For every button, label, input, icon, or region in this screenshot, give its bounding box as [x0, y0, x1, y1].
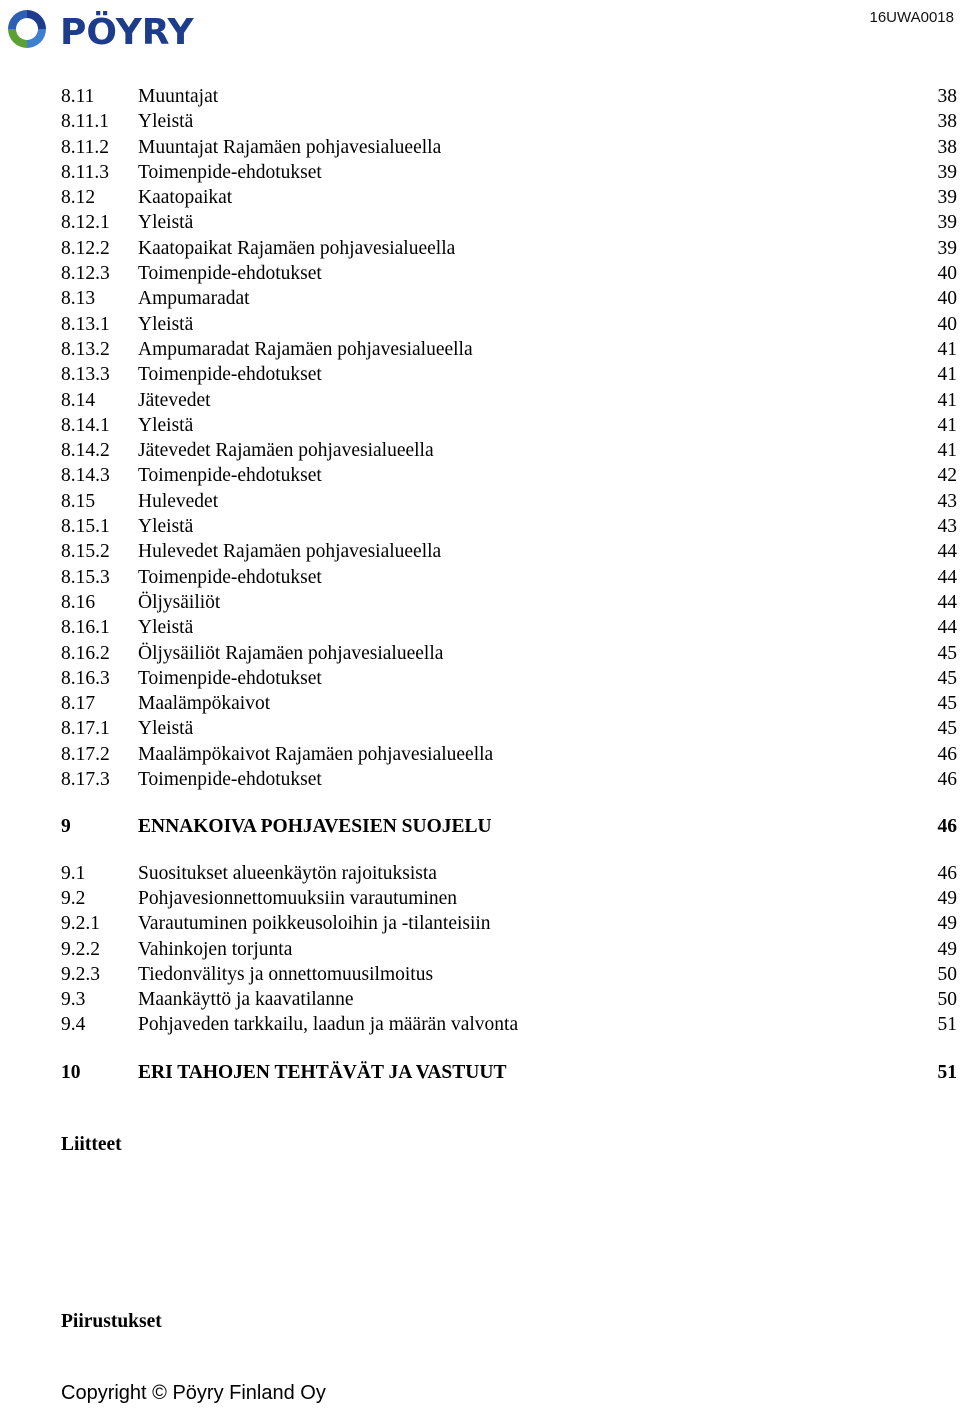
- toc-entry-title: Jätevedet: [138, 389, 211, 411]
- toc-entry-title: Yleistä: [138, 617, 194, 639]
- toc-entry-title: Ampumaradat: [138, 288, 250, 310]
- toc-entry-number: 9.2: [61, 887, 86, 909]
- toc-entry-title: Pohjaveden tarkkailu, laadun ja määrän valvonta: [138, 1014, 519, 1036]
- toc-entry-page: 44: [937, 541, 957, 563]
- toc-entry-page: 43: [937, 490, 957, 512]
- toc-entry-number: 8.13: [61, 288, 96, 310]
- toc-entry-page: 43: [937, 516, 957, 538]
- toc-entry-number: 9.2.1: [61, 913, 100, 935]
- toc-entry-number: 8.14.3: [61, 465, 110, 487]
- toc-entry-number: 8.11.2: [61, 136, 110, 158]
- toc-entry-title: Pohjavesionnettomuuksiin varautuminen: [138, 887, 457, 909]
- toc-entry: [61, 911, 957, 936]
- toc-entry: [61, 987, 957, 1012]
- toc-entry: [61, 438, 957, 463]
- toc-entry: [61, 814, 957, 839]
- toc-entry-page: 45: [937, 718, 957, 740]
- toc-entry-number: 8.15.1: [61, 516, 110, 538]
- toc-entry-page: 38: [937, 136, 957, 158]
- toc-entry-title: Tiedonvälitys ja onnettomuusilmoitus: [138, 963, 434, 985]
- table-of-contents: [61, 84, 957, 1085]
- toc-entry-page: 51: [937, 1061, 957, 1083]
- toc-entry-number: 8.15.2: [61, 541, 110, 563]
- toc-entry-title: Toimenpide-ehdotukset: [138, 769, 322, 791]
- toc-entry: [61, 590, 957, 615]
- toc-entry-number: 8.12.1: [61, 212, 110, 234]
- toc-entry-page: 46: [937, 862, 957, 884]
- toc-entry-page: 40: [937, 263, 957, 285]
- toc-entry-number: 8.15: [61, 490, 96, 512]
- toc-entry-number: 8.12.2: [61, 237, 110, 259]
- toc-entry-number: 8.11.1: [61, 111, 110, 133]
- toc-entry-number: 8.13.1: [61, 313, 110, 335]
- toc-entry-title: Muuntajat Rajamäen pohjavesialueella: [138, 136, 442, 158]
- toc-entry-number: 9: [61, 816, 71, 838]
- toc-entry-number: 8.12: [61, 187, 96, 209]
- toc-entry-title: Toimenpide-ehdotukset: [138, 263, 322, 285]
- toc-entry-title: Toimenpide-ehdotukset: [138, 364, 322, 386]
- toc-entry: [61, 413, 957, 438]
- toc-entry-page: 39: [937, 187, 957, 209]
- toc-entry-title: Vahinkojen torjunta: [138, 938, 293, 960]
- toc-entry-page: 49: [937, 887, 957, 909]
- toc-entry-page: 38: [937, 111, 957, 133]
- toc-entry-page: 45: [937, 693, 957, 715]
- toc-entry-title: Maankäyttö ja kaavatilanne: [138, 989, 354, 1011]
- toc-entry-title: Hulevedet: [138, 490, 219, 512]
- toc-entry-number: 8.17.1: [61, 718, 110, 740]
- toc-entry-page: 41: [937, 440, 957, 462]
- toc-entry-number: 8.16.1: [61, 617, 110, 639]
- toc-entry-number: 9.2.3: [61, 963, 100, 985]
- toc-entry: [61, 742, 957, 767]
- toc-entry-title: Varautuminen poikkeusoloihin ja -tilanteisiin: [138, 913, 491, 935]
- toc-entry: [61, 109, 957, 134]
- poyry-logo: [4, 6, 244, 52]
- toc-entry-page: 44: [937, 591, 957, 613]
- toc-entry-title: Kaatopaikat Rajamäen pohjavesialueella: [138, 237, 456, 259]
- toc-entry: [61, 1012, 957, 1037]
- toc-entry-title: Toimenpide-ehdotukset: [138, 161, 322, 183]
- toc-entry-number: 9.2.2: [61, 938, 100, 960]
- toc-entry: [61, 135, 957, 160]
- toc-entry-number: 10: [61, 1061, 81, 1083]
- toc-entry-title: Ampumaradat Rajamäen pohjavesialueella: [138, 338, 473, 360]
- toc-entry-number: 8.14: [61, 389, 96, 411]
- toc-entry-number: 8.11: [61, 86, 95, 107]
- toc-entry: [61, 362, 957, 387]
- toc-entry: [61, 489, 957, 514]
- toc-entry-page: 41: [937, 364, 957, 386]
- toc-entry-title: Yleistä: [138, 718, 194, 740]
- toc-entry-title: ERI TAHOJEN TEHTÄVÄT JA VASTUUT: [138, 1061, 507, 1083]
- toc-entry: [61, 962, 957, 987]
- toc-entry-page: 44: [937, 566, 957, 588]
- toc-entry: [61, 312, 957, 337]
- toc-entry-number: 8.12.3: [61, 263, 110, 285]
- appendices-heading: Liitteet: [61, 1134, 122, 1155]
- toc-entry: [61, 337, 957, 362]
- toc-entry-page: 42: [937, 465, 957, 487]
- toc-entry: [61, 641, 957, 666]
- toc-entry-title: Toimenpide-ehdotukset: [138, 465, 322, 487]
- toc-entry-page: 49: [937, 938, 957, 960]
- drawings-heading: Piirustukset: [61, 1311, 162, 1332]
- toc-entry-number: 8.15.3: [61, 566, 110, 588]
- toc-entry-title: Kaatopaikat: [138, 187, 233, 209]
- toc-entry-page: 40: [937, 288, 957, 310]
- toc-entry-page: 39: [937, 161, 957, 183]
- toc-entry-number: 8.11.3: [61, 161, 110, 183]
- toc-entry-title: Hulevedet Rajamäen pohjavesialueella: [138, 541, 442, 563]
- toc-entry-number: 8.13.3: [61, 364, 110, 386]
- toc-entry-title: Toimenpide-ehdotukset: [138, 667, 322, 689]
- toc-entry: [61, 716, 957, 741]
- toc-entry-title: Jätevedet Rajamäen pohjavesialueella: [138, 440, 434, 462]
- toc-entry: [61, 937, 957, 962]
- toc-entry: [61, 615, 957, 640]
- toc-entry-page: 39: [937, 212, 957, 234]
- logo-wordmark: PÖYRY: [60, 12, 194, 52]
- toc-entry-title: Muuntajat: [138, 86, 219, 107]
- toc-entry: [61, 463, 957, 488]
- toc-entry-title: Öljysäiliöt Rajamäen pohjavesialueella: [138, 642, 444, 664]
- toc-entry: [61, 160, 957, 185]
- toc-entry-page: 38: [937, 86, 957, 107]
- copyright-footer: Copyright © Pöyry Finland Oy: [61, 1382, 326, 1404]
- toc-entry-page: 40: [937, 313, 957, 335]
- toc-entry-title: Yleistä: [138, 516, 194, 538]
- toc-entry-page: 41: [937, 414, 957, 436]
- toc-entry: [61, 691, 957, 716]
- toc-entry-title: ENNAKOIVA POHJAVESIEN SUOJELU: [138, 816, 492, 838]
- toc-entry: [61, 539, 957, 564]
- toc-entry: [61, 767, 957, 792]
- toc-entry-title: Maalämpökaivot Rajamäen pohjavesialueella: [138, 743, 494, 765]
- toc-entry-number: 9.4: [61, 1014, 86, 1036]
- toc-entry-number: 8.14.1: [61, 414, 110, 436]
- toc-entry-title: Yleistä: [138, 111, 194, 133]
- toc-entry-page: 45: [937, 667, 957, 689]
- toc-entry-title: Yleistä: [138, 212, 194, 234]
- toc-entry: [61, 1060, 957, 1085]
- toc-entry-page: 46: [937, 769, 957, 791]
- toc-entry-page: 44: [937, 617, 957, 639]
- toc-entry-title: Yleistä: [138, 313, 194, 335]
- toc-entry-number: 8.17: [61, 693, 96, 715]
- toc-entry: [61, 261, 957, 286]
- toc-entry-page: 41: [937, 338, 957, 360]
- toc-entry-number: 8.13.2: [61, 338, 110, 360]
- toc-entry-number: 9.1: [61, 862, 86, 884]
- toc-entry-title: Öljysäiliöt: [138, 591, 221, 613]
- toc-entry-page: 50: [937, 963, 957, 985]
- toc-entry: [61, 666, 957, 691]
- toc-entry-number: 8.16: [61, 591, 96, 613]
- toc-entry-number: 9.3: [61, 989, 86, 1011]
- toc-entry-page: 51: [937, 1014, 957, 1036]
- toc-entry-number: 8.14.2: [61, 440, 110, 462]
- toc-entry-title: Toimenpide-ehdotukset: [138, 566, 322, 588]
- toc-entry: [61, 286, 957, 311]
- toc-entry-number: 8.17.2: [61, 743, 110, 765]
- toc-entry-page: 41: [937, 389, 957, 411]
- toc-entry-page: 49: [937, 913, 957, 935]
- page-header: [0, 0, 960, 60]
- toc-entry: [61, 565, 957, 590]
- toc-entry-number: 8.16.3: [61, 667, 110, 689]
- toc-entry: [61, 388, 957, 413]
- toc-entry-title: Suositukset alueenkäytön rajoituksista: [138, 862, 437, 884]
- toc-entry-title: Yleistä: [138, 414, 194, 436]
- toc-entry: [61, 84, 957, 109]
- toc-entry: [61, 210, 957, 235]
- toc-entry: [61, 185, 957, 210]
- toc-entry-page: 50: [937, 989, 957, 1011]
- toc-entry-number: 8.17.3: [61, 769, 110, 791]
- toc-entry-title: Maalämpökaivot: [138, 693, 271, 715]
- toc-entry-page: 45: [937, 642, 957, 664]
- toc-entry: [61, 514, 957, 539]
- toc-entry: [61, 861, 957, 886]
- toc-entry-number: 8.16.2: [61, 642, 110, 664]
- toc-entry: [61, 886, 957, 911]
- toc-entry-page: 46: [937, 743, 957, 765]
- toc-entry-page: 39: [937, 237, 957, 259]
- toc-entry-page: 46: [937, 816, 957, 838]
- toc-entry: [61, 236, 957, 261]
- document-code: 16UWA0018: [869, 9, 954, 26]
